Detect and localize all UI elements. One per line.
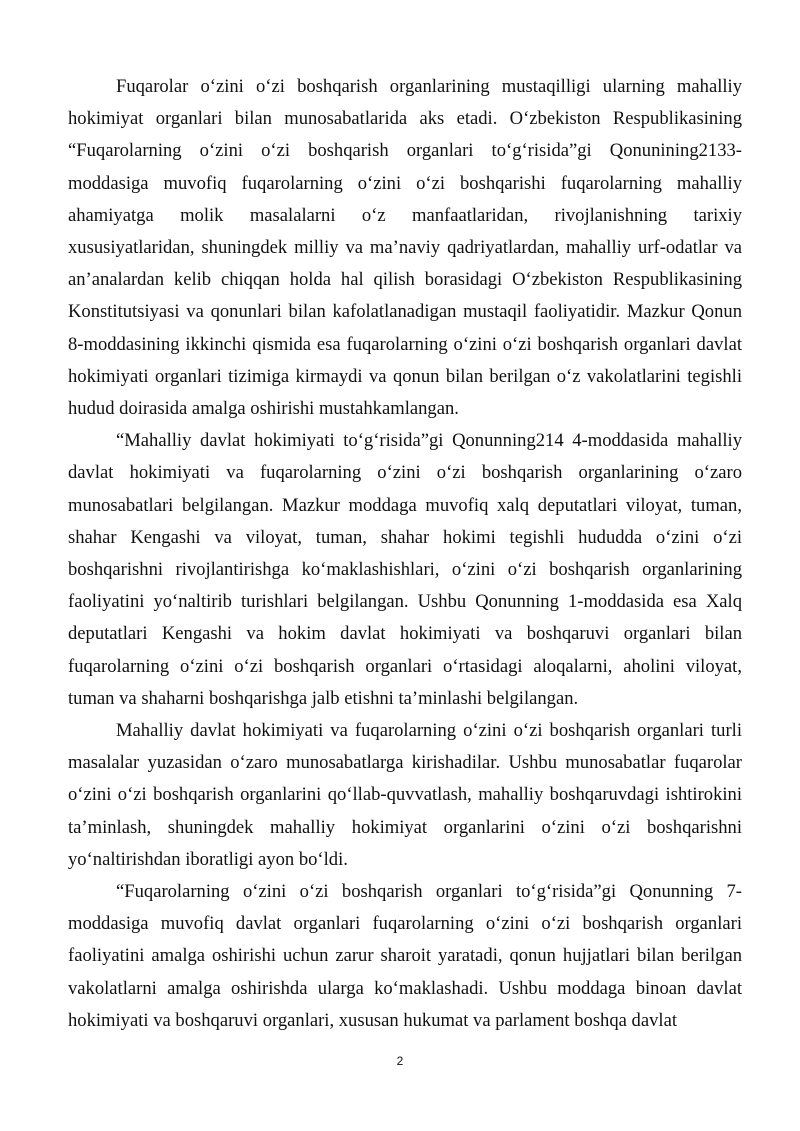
paragraph-2: “Mahalliy davlat hokimiyati to‘g‘risida”gi Qonunning214 4-moddasida mahalliy davlat hokimiyati va fuqarolarning o‘zini o‘zi boshqarish organlarining o‘zaro munosabatlari belgilangan. Mazkur moddaga muvofiq xalq deputatlari viloyat, tuman, shahar Kengashi va viloyat, tuman, shahar hokimi tegishli hududda o‘zini o‘zi boshqarishni rivojlantirishga ko‘maklashishlari, o‘zini o‘zi boshqarish organlarining faoliyatini yo‘naltirib turishlari belgilangan. Ushbu Qonunning 1-moddasida esa Xalq deputatlari Kengashi va hokim davlat hokimiyati va boshqaruvi organlari bilan fuqarolarning o‘zini o‘zi boshqarish organlari o‘rtasidagi aloqalarni, aholini viloyat, tuman va shaharni boshqarishga jalb etishni ta’minlashi belgilangan. — [68, 430, 742, 709]
page-number: 2 — [396, 1054, 404, 1068]
paragraph-3: Mahalliy davlat hokimiyati va fuqarolarning o‘zini o‘zi boshqarish organlari turli masalalar yuzasidan o‘zaro munosabatlarga kirishadilar. Ushbu munosabatlar fuqarolar o‘zini o‘zi boshqarish organlarini qo‘llab-quvvatlash, mahalliy boshqaruvdagi ishtirokini ta’minlash, shuningdek mahalliy hokimiyat organlarini o‘zini o‘zi boshqarishni yo‘naltirishdan iboratligi ayon bo‘ldi. — [68, 720, 742, 870]
paragraph-1: Fuqarolar o‘zini o‘zi boshqarish organlarining mustaqilligi ularning mahalliy hokimiyat organlari bilan munosabatlarida aks etadi. O‘zbekiston Respublikasining “Fuqarolarning o‘zini o‘zi boshqarish organlari to‘g‘risida”gi Qonunining2133-moddasiga muvofiq fuqarolarning o‘zini o‘zi boshqarishi fuqarolarning mahalliy ahamiyatga molik masalalarni o‘z manfaatlaridan, rivojlanishning tarixiy xususiyatlaridan, shuningdek milliy va ma’naviy qadriyatlardan, mahalliy urf-odatlar va an’analardan kelib chiqqan holda hal qilish borasidagi O‘zbekiston Respublikasining Konstitutsiyasi va qonunlari bilan kafolatlanadigan mustaqil faoliyatidir. Mazkur Qonun 8-moddasining ikkinchi qismida esa fuqarolarning o‘zini o‘zi boshqarish organlari davlat hokimiyati organlari tizimiga kirmaydi va qonun bilan berilgan o‘z vakolatlarini tegishli hudud doirasida amalga oshirishi mustahkamlangan. — [68, 76, 742, 420]
document-body — [68, 71, 742, 1037]
paragraph-4: “Fuqarolarning o‘zini o‘zi boshqarish organlari to‘g‘risida”gi Qonunning 7-moddasiga muvofiq davlat organlari fuqarolarning o‘zini o‘zi boshqarish organlari faoliyatini amalga oshirishi uchun zarur sharoit yaratadi, qonun hujjatlari bilan berilgan vakolatlarni amalga oshirishda ularga ko‘maklashadi. Ushbu moddaga binoan davlat hokimiyati va boshqaruvi organlari, xususan hukumat va parlament boshqa davlat — [68, 881, 742, 1031]
